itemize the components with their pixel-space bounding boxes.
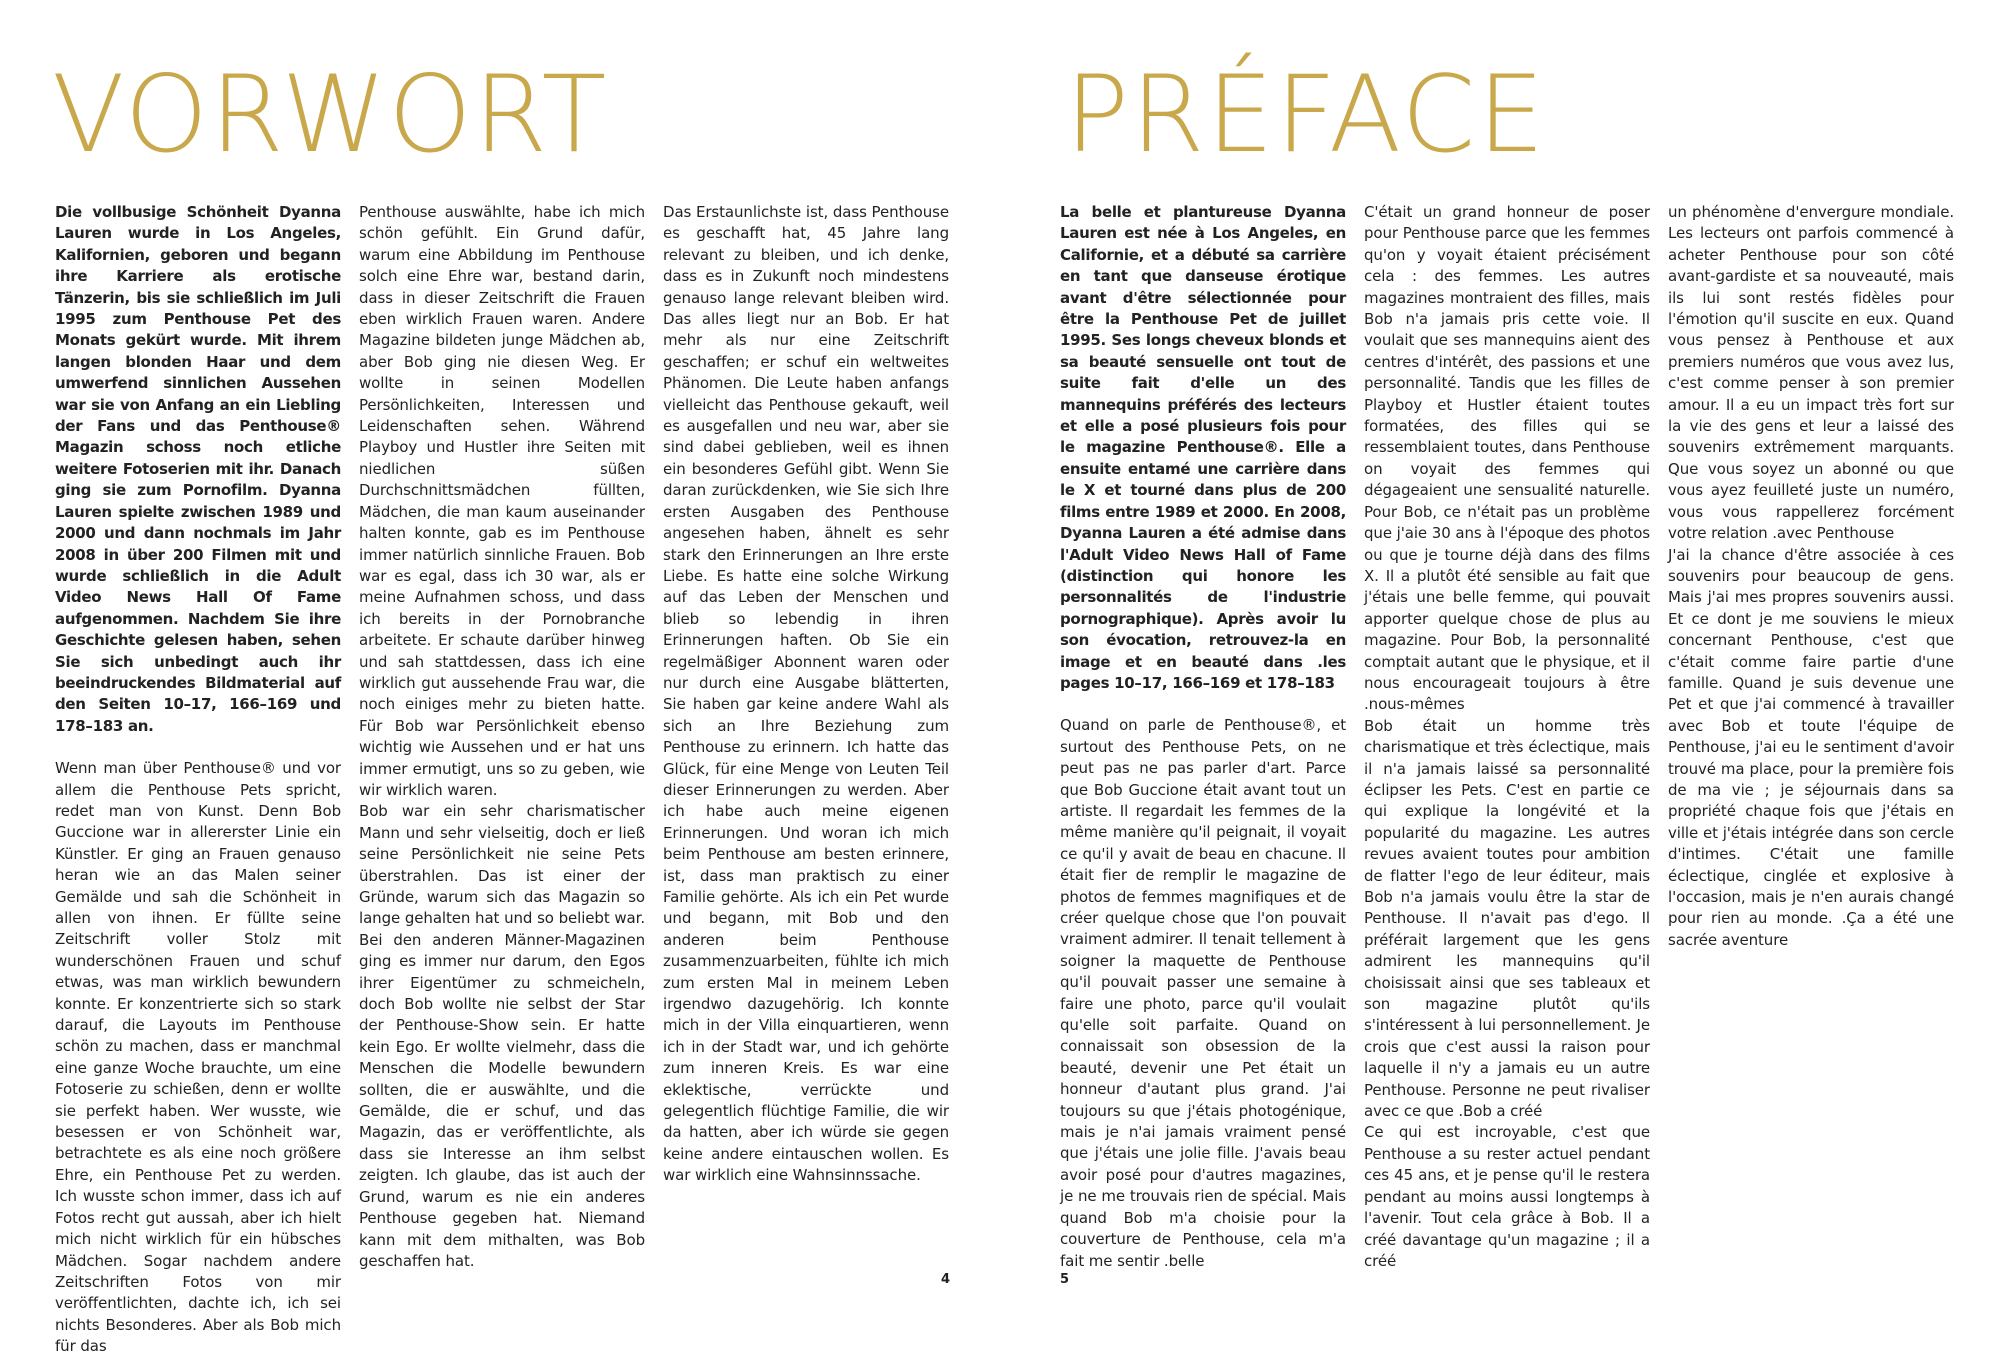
body-paragraph: Ce qui est incroyable, c'est que Penthouse a su rester actuel pendant ces 45 ans, et je pense qu'il le restera pendant au moins aussi longtemps à l'avenir. Tout cela grâce à Bob. Il a créé davantage qu'un magazine ; il a créé (1364, 1123, 1650, 1270)
text-column-2 (1364, 202, 1650, 1272)
left-page (0, 0, 1000, 1356)
text-columns (1060, 202, 1954, 1272)
body-paragraph: un phénomène d'envergure mondiale. Les lecteurs ont parfois commencé à acheter Penthouse pour son côté avant-gardiste et sa nouveauté, mais ils lui sont restés fidèles pour l'émotion qu'il suscite en eux. Quand vous pensez à Penthouse et aux premiers numéros que vous avez lus, c'est comme penser à son premier amour. Il a eu un impact très fort sur la vie des gens et leur a laissé des souvenirs extrêmement marquants. Que vous soyez un abonné ou que vous ayez feuilleté juste un numéro, vous vous rappellerez forcément votre relation .avec Penthouse (1668, 203, 1954, 543)
page-title: PRÉFACE (1065, 53, 1547, 176)
page-title: VORWORT (52, 53, 609, 176)
body-paragraph: C'était un grand honneur de poser pour Penthouse parce que les femmes qu'on y voyait étaient précisément cela : des femmes. Les autres magazines montraient des filles, mais Bob n'a jamais pris cette voie. Il voulait que ses mannequins aient des centres d'intérêt, des passions et une personnalité. Tandis que les filles de Playboy et Hustler étaient toutes formatées, des filles qui se ressemblaient toutes, dans Penthouse on voyait des femmes qui dégageaient une sensualité naturelle. Pour Bob, ce n'était pas un problème que j'aie 30 ans à l'époque des photos ou que je tourne déjà dans des films X. Il a plutôt été sensible au fait que j'étais une belle femme, qui pouvait apporter quelque chose de plus au magazine. Pour Bob, la personnalité comptait autant que le physique, et il nous encourageait toujours à être .nous-mêmes (1364, 203, 1650, 714)
text-column-1 (55, 202, 341, 1358)
body-paragraph: Bob était un homme très charismatique et très éclectique, mais il n'a jamais laissé sa personnalité éclipser les Pets. C'est en partie ce qui explique la longévité et la popularité du magazine. Les autres revues avaient toutes pour ambition de flatter l'ego de leur éditeur, mais Bob n'a jamais voulu être la star de Penthouse. Il n'avait pas d'ego. Il préférait largement que les gens admirent les mannequins qu'il choisissait ainsi que ses tableaux et son magazine plutôt qu'ils s'intéressent à lui personnellement. Je crois que c'est aussi la raison pour laquelle il n'y a jamais eu un autre Penthouse. Personne ne peut rivaliser avec ce que .Bob a créé (1364, 716, 1650, 1121)
lead-paragraph: La belle et plantureuse Dyanna Lauren est née à Los Angeles, en Californie, et a débuté sa carrière en tant que danseuse érotique avant d'être sélectionnée pour être la Penthouse Pet de juillet 1995. Ses longs cheveux blonds et sa beauté sensuelle ont tout de suite fait d'elle un des mannequins préférés des lecteurs et elle a posé plusieurs fois pour le magazine Penthouse®. Elle a ensuite entamé une carrière dans le X et tourné dans plus de 200 films entre 1989 et 2000. En 2008, Dyanna Lauren a été admise dans l'Adult Video News Hall of Fame (distinction qui honore les personnalités de l'industrie pornographique). Après avoir lu son évocation, retrouvez-la en image et en beauté dans .les pages 10–17, 166–169 et 178–183 (1060, 203, 1346, 692)
text-column-1 (1060, 202, 1346, 1272)
body-paragraph: Penthouse auswählte, habe ich mich schön gefühlt. Ein Grund dafür, warum eine Abbildung im Penthouse solch eine Ehre war, bestand darin, dass in dieser Zeitschrift die Frauen eben wirklich Frauen waren. Andere Magazine bildeten junge Mädchen ab, aber Bob ging nie diesen Weg. Er wollte in seinen Modellen Persönlichkeiten, Interessen und Leidenschaften sehen. Während Playboy und Hustler ihre Seiten mit niedlichen süßen Durchschnittsmädchen füllten, Mädchen, die man kaum auseinander halten konnte, gab es im Penthouse immer natürlich sinnliche Frauen. Bob war es egal, dass ich 30 war, als er meine Aufnahmen schoss, und dass ich bereits in der Pornobranche arbeitete. Er schaute darüber hinweg und sah stattdessen, dass ich eine wirklich gut aussehende Frau war, die noch einiges mehr zu bieten hatte. Für Bob war Persönlichkeit ebenso wichtig wie Aussehen und er hat uns immer ermutigt, uns so zu geben, wie wir wirklich waren. (359, 203, 645, 799)
body-paragraph: Quand on parle de Penthouse®, et surtout des Penthouse Pets, on ne peut pas ne pas parler d'art. Parce que Bob Guccione était avant tout un artiste. Il regardait les femmes de la même manière qu'il peignait, il voyait ce qu'il y avait de beau en chacune. Il était fier de remplir le magazine de photos de femmes magnifiques et de créer quelque chose que l'on pouvait vraiment admirer. Il tenait tellement à soigner la maquette de Penthouse qu'il pouvait passer une semaine à faire une photo, parce qu'il voulait qu'elle soit parfaite. Quand on connaissait son obsession de la beauté, devenir une Pet était un honneur d'autant plus grand. J'ai toujours su que j'étais photogénique, mais je n'ai jamais vraiment pensé que j'étais une jolie fille. J'avais beau avoir posé pour d'autres magazines, je ne me trouvais rien de spécial. Mais quand Bob m'a choisie pour la couverture de Penthouse, cela m'a fait me sentir .belle (1060, 716, 1346, 1270)
body-paragraph: Bob war ein sehr charismatischer Mann und sehr vielseitig, doch er ließ seine Persönlichkeit nie seine Pets überstrahlen. Das ist einer der Gründe, warum sich das Magazin so lange gehalten hat und so beliebt war. Bei den anderen Männer-Magazinen ging es immer nur darum, den Egos ihrer Eigentümer zu schmeicheln, doch Bob wollte nie selbst der Star der Penthouse-Show sein. Er hatte kein Ego. Er wollte vielmehr, dass die Menschen die Modelle bewundern sollten, die er auswählte, und die Gemälde, die er schuf, und das Magazin, das er veröffentlichte, als dass sie Interesse an ihm selbst zeigten. Ich glaube, das ist auch der Grund, warum es nie ein anderes Penthouse gegeben hat. Niemand kann mit dem mithalten, was Bob geschaffen hat. (359, 802, 645, 1270)
body-paragraph: Wenn man über Penthouse® und vor allem die Penthouse Pets spricht, redet man von Kunst. Denn Bob Guccione war in allererster Linie ein Künstler. Er ging an Frauen genauso heran wie an das Malen seiner Gemälde und sah die Schönheit in allen von ihnen. Er füllte seine Zeitschrift voller Stolz mit wunderschönen Frauen und schuf etwas, was man wirklich bewundern konnte. Er konzentrierte sich so stark darauf, die Layouts im Penthouse schön zu machen, dass er manchmal eine ganze Woche brauchte, um eine Fotoserie zu schießen, denn er wollte sie perfekt haben. Wer wusste, wie besessen er von Schönheit war, betrachtete es als eine noch größere Ehre, ein Penthouse Pet zu werden. Ich wusste schon immer, dass ich auf Fotos recht gut aussah, aber ich hielt mich nicht wirklich für ein hübsches Mädchen. Sogar nachdem andere Zeitschriften Fotos von mir veröffentlichten, dachte ich, ich sei nichts Besonderes. Aber als Bob mich für das (55, 759, 341, 1356)
page-number: 4 (941, 1272, 951, 1287)
lead-paragraph: Die vollbusige Schönheit Dyanna Lauren wurde in Los Angeles, Kalifornien, geboren und begann ihre Karriere als erotische Tänzerin, bis sie schließlich im Juli 1995 zum Penthouse Pet des Monats gekürt wurde. Mit ihrem langen blonden Haar und dem umwerfend sinnlichen Aussehen war sie von Anfang an ein Liebling der Fans und das Penthouse® Magazin schoss noch etliche weitere Fotoserien mit ihr. Danach ging sie zum Pornofilm. Dyanna Lauren spielte zwischen 1989 und 2000 und dann nochmals im Jahr 2008 in über 200 Filmen mit und wurde schließlich in die Adult Video News Hall Of Fame aufgenommen. Nachdem Sie ihre Geschichte gelesen haben, sehen Sie sich unbedingt auch ihr beeindruckendes Bildmaterial auf den Seiten 10–17, 166–169 und 178–183 an. (55, 203, 341, 735)
body-paragraph: J'ai la chance d'être associée à ces souvenirs pour beaucoup de gens. Mais j'ai mes propres souvenirs aussi. Et ce dont je me souviens le mieux concernant Penthouse, c'est que c'était comme faire partie d'une famille. Quand je suis devenue une Pet et que j'ai commencé à travailler avec Bob et toute l'équipe de Penthouse, j'ai eu le sentiment d'avoir trouvé ma place, pour la première fois de ma vie ; je séjournais dans sa propriété chaque fois que j'étais en ville et j'étais intégrée dans son cercle d'intimes. C'était une famille éclectique, cinglée et explosive à l'occasion, mais je n'en aurais changé pour rien au monde. .Ça a été une sacrée aventure (1668, 545, 1954, 949)
text-column-3 (663, 202, 949, 1358)
body-paragraph: Das Erstaunlichste ist, dass Penthouse es geschafft hat, 45 Jahre lang relevant zu bleiben, und ich denke, dass es in Zukunft noch mindestens genauso lange relevant bleiben wird. Das alles liegt nur an Bob. Er hat mehr als nur eine Zeitschrift geschaffen; er schuf ein weltweites Phänomen. Die Leute haben anfangs vielleicht das Penthouse gekauft, weil es ausgefallen und neu war, aber sie sind dabei geblieben, weil es ihnen ein besonderes Gefühl gibt. Wenn Sie daran zurückdenken, wie Sie sich Ihre ersten Ausgaben des Penthouse angesehen haben, ähnelt es sehr stark den Erinnerungen an Ihre erste Liebe. Es hatte eine solche Wirkung auf das Leben der Menschen und blieb so lebendig in ihren Erinnerungen haften. Ob Sie ein regelmäßiger Abonnent waren oder nur durch eine Ausgabe blätterten, Sie haben gar keine andere Wahl als sich an Ihre Beziehung zum Penthouse zu erinnern. Ich hatte das Glück, für eine Menge von Leuten Teil dieser Erinnerungen zu werden. Aber ich habe auch meine eigenen Erinnerungen. Und woran ich mich beim Penthouse am besten erinnere, ist, dass man praktisch zu einer Familie gehörte. Als ich ein Pet wurde und begann, mit Bob und den anderen beim Penthouse zusammenzuarbeiten, fühlte ich mich zum ersten Mal in meinem Leben irgendwo dazugehörig. Ich konnte mich in der Villa einquartieren, wenn ich in der Stadt war, und ich gehörte zum inneren Kreis. Es war eine eklektische, verrückte und gelegentlich flüchtige Familie, die wir da hatten, aber ich würde sie gegen keine andere eintauschen wollen. Es war wirklich eine Wahnsinnssache. (663, 203, 949, 1185)
text-column-2 (359, 202, 645, 1358)
page-number: 5 (1060, 1272, 1070, 1287)
text-column-3 (1668, 202, 1954, 1272)
text-columns (55, 202, 949, 1358)
right-page (1000, 0, 2000, 1305)
